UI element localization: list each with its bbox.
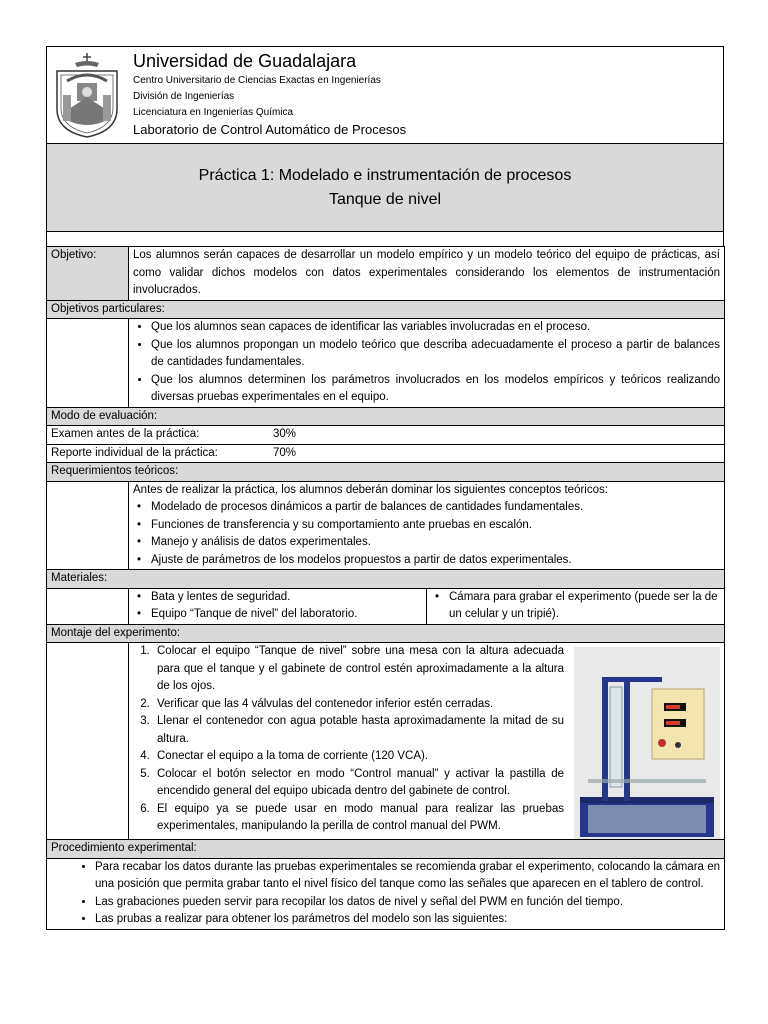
list-item: 2. Verificar que las 4 válvulas del contenedor inferior estén cerradas.	[153, 696, 564, 714]
evaluation-row	[51, 426, 720, 444]
list-item: • Manejo y análisis de datos experimentales.	[133, 534, 720, 552]
list-item: • Las grabaciones pueden servir para recopilar los datos de nivel y señal del PWM en función del tiempo.	[95, 894, 720, 912]
materials-label: Materiales:	[47, 570, 725, 589]
spacer-row	[46, 231, 724, 246]
setup-label: Montaje del experimento:	[47, 624, 725, 643]
evaluation-value: 70%	[273, 446, 297, 459]
setup-row	[47, 643, 725, 840]
list-item: 4. Conectar el equipo a la toma de corriente (120 VCA).	[153, 748, 564, 766]
materials-row	[47, 588, 725, 624]
evaluation-value: 30%	[273, 428, 297, 440]
theory-label: Requerimientos teóricos:	[47, 463, 725, 482]
practice-title-block	[46, 143, 724, 231]
list-item: • Bata y lentes de seguridad.	[133, 589, 422, 607]
practice-title: Práctica 1: Modelado e instrumentación de procesos	[198, 167, 572, 184]
list-item: • Equipo “Tanque de nivel” del laboratorio.	[133, 606, 422, 624]
list-item: 6. El equipo ya se puede usar en modo manual para realizar las pruebas experimentales, manipulando la perilla de control manual del PWM.	[153, 801, 564, 836]
particular-row	[47, 319, 725, 408]
list-item: • Modelado de procesos dinámicos a partir de balances de cantidades fundamentales.	[133, 499, 720, 517]
objective-row	[47, 247, 725, 301]
theory-row	[47, 481, 725, 570]
document-page	[46, 46, 724, 930]
practice-table	[46, 246, 725, 930]
theory-intro: Antes de realizar la práctica, los alumnos deberán dominar los siguientes conceptos teóricos:	[133, 483, 608, 496]
procedure-row	[47, 858, 725, 929]
list-item: • Funciones de transferencia y su comportamiento ante pruebas en escalón.	[133, 517, 720, 535]
university-logo	[51, 51, 123, 139]
objective-text: Los alumnos serán capaces de desarrollar un modelo empírico y un modelo teórico del equipo de prácticas, así como validar dichos modelos con datos experimentales considerando los elementos de instrumentación involucrados.	[129, 247, 725, 301]
evaluation-name: Examen antes de la práctica:	[51, 428, 200, 440]
list-item: 3. Llenar el contenedor con agua potable hasta aproximadamente la mitad de su altura.	[153, 713, 564, 748]
list-item: • Que los alumnos propongan un modelo teórico que describa adecuadamente el proceso a partir de balances de cantidades fundamentales.	[151, 337, 720, 372]
equipment-photo	[574, 647, 720, 839]
objective-label: Objetivo:	[47, 247, 129, 301]
center-name: Centro Universitario de Ciencias Exactas en Ingenierías	[133, 75, 381, 86]
list-item: • Ajuste de parámetros de los modelos propuestos a partir de datos experimentales.	[133, 552, 720, 570]
list-item: • Cámara para grabar el experimento (puede ser la de un celular y un tripié).	[431, 589, 720, 624]
document-header	[46, 46, 724, 143]
practice-subtitle: Tanque de nivel	[328, 191, 442, 208]
list-item: 1. Colocar el equipo “Tanque de nivel” sobre una mesa con la altura adecuada para que el tanque y el gabinete de control estén aproximadamente a la altura de los ojos.	[153, 643, 564, 696]
list-item: • Que los alumnos sean capaces de identificar las variables involucradas en el proceso.	[151, 319, 720, 337]
evaluation-name: Reporte individual de la práctica:	[51, 446, 218, 459]
list-item: 5. Colocar el botón selector en modo “Control manual” y activar la pastilla de encendido general del equipo ubicada dentro del gabinete de control.	[153, 766, 564, 801]
university-name: Universidad de Guadalajara	[133, 51, 357, 71]
procedure-label: Procedimiento experimental:	[47, 840, 725, 859]
evaluation-row	[51, 445, 720, 463]
list-item: • Las prubas a realizar para obtener los parámetros del modelo son las siguientes:	[95, 911, 720, 929]
particular-label: Objetivos particulares:	[47, 300, 725, 319]
division-name: División de Ingenierías	[133, 91, 235, 102]
list-item: • Que los alumnos determinen los parámetros involucrados en los modelos empíricos y teóricos realizando diversas pruebas experimentales en el equipo.	[151, 372, 720, 407]
degree-name: Licenciatura en Ingenierías Química	[133, 107, 294, 118]
list-item: • Para recabar los datos durante las pruebas experimentales se recomienda grabar el experimento, colocando la cámara en una posición que permita grabar tanto el nivel físico del tanque como las señales que aparecen en el tablero de control.	[95, 859, 720, 894]
evaluation-label: Modo de evaluación:	[47, 407, 725, 426]
lab-name: Laboratorio de Control Automático de Procesos	[133, 122, 407, 137]
